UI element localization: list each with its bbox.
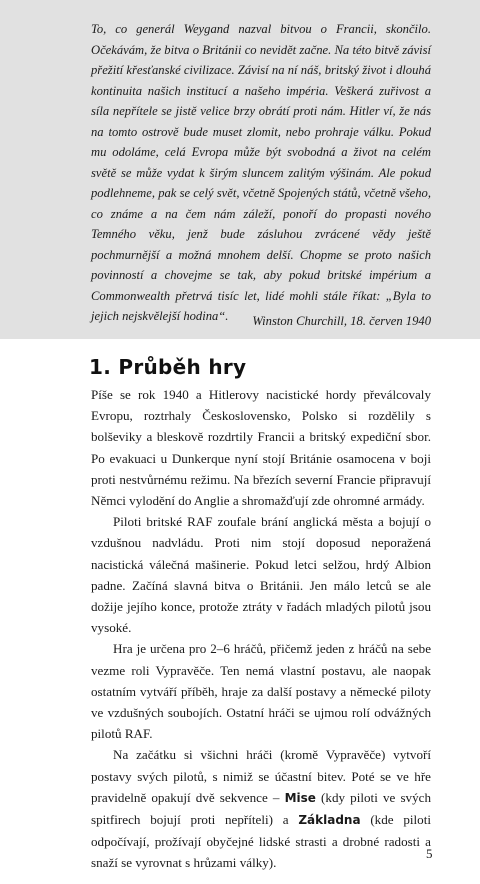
quote-box xyxy=(0,0,480,339)
paragraph-3: Hra je určena pro 2–6 hráčů, přičemž jeden z hráčů na sebe vezme roli Vypravěče. Ten nemá vlastní postavu, ale naopak ostatním vytváří příběh, hraje za další postavy a německé piloty ve vzdušných soubojích. Ostatní hráči se ujmou rolí odvážných pilotů RAF. xyxy=(91,641,431,742)
paragraph-1: Píše se rok 1940 a Hitlerovy nacistické hordy převálcovaly Evropu, roztrhaly Československo, Polsko si rozdělily s bolševiky a bleskově rozdrtily Francii a britský expediční sbor. Po evakuaci u Dunkerque nyní stojí Británie osamocena v boji proti nestvůrnému režimu. Na březích severní Francie připravují Němci vylodění do Anglie a shromažďují zde ohromné armády. xyxy=(91,387,431,509)
paragraph-2: Piloti britské RAF zoufale brání anglická města a bojují o vzdušnou nadvládu. Proti nim stojí doposud neporažená nacistická válečná mašinerie. Pokud letci selžou, hrdý Albion padne. Začíná slavná bitva o Británii. Jen málo letců se ale dožije jejího konce, protože ztráty v řadách mladých pilotů jsou vysoké. xyxy=(91,514,431,636)
paragraph-4-part-1: Na začátku si všichni hráči (kromě Vypravěče) vytvoří postavy svých pilotů, s nimiž se účastní bitev. Poté se ve hře pravidelně opakují dvě sekvence – xyxy=(91,747,431,805)
page-number: 5 xyxy=(426,846,433,861)
quote-paragraph: To, co generál Weygand nazval bitvou o Francii, skončilo. Očekávám, že bitva o Británii co nevidět začne. Na této bitvě závisí přežití křesťanské civilizace. Závisí na ní náš, britský život i dlouhá kontinuita našich institucí a našeho impéria. Veškerá zuřivost a síla nepřítele se jistě velice brzy obrátí proti nám. Hitler ví, že nás na tomto ostrově bude muset zlomit, nebo prohraje válku. Pokud mu odoláme, celá Evropa může být svobodná a život na celém světě se může vydat k širým sluncem zalitým výšinám. Ale pokud podlehneme, pak se celý svět, včetně Spojených států, včetně všeho, co známe a na čem nám záleží, ponoří do propasti nového Temného věku, jenž bude zásluhou zvrácené vědy ještě pochmurnější a možná mnohem delší. Chopme se proto našich povinností a chovejme se tak, aby pokud britské impérium a Commonwealth přetrvá tisíc let, lidé mohli stále říkat: „Byla to jejich nejskvělejší hodina“. xyxy=(91,22,431,323)
chapter-body xyxy=(91,384,431,874)
paragraph-4 xyxy=(91,744,431,873)
chapter-title: 1. Průběh hry xyxy=(89,355,247,379)
epigraph-quote xyxy=(91,19,431,327)
paragraph-4-part-2: (kdy piloti ve svých spitfirech bojují proti nepříteli) a xyxy=(91,789,431,828)
paragraph-4-part-3: (kde piloti odpočívají, prožívají obyčejné lidské strasti a drobné radosti a snaží se vyrovnat s hrůzami války). xyxy=(91,812,431,871)
quote-attribution: Winston Churchill, 18. červen 1940 xyxy=(252,314,431,328)
term-zakladna: Základna xyxy=(298,813,361,828)
term-mise: Mise xyxy=(284,790,316,805)
